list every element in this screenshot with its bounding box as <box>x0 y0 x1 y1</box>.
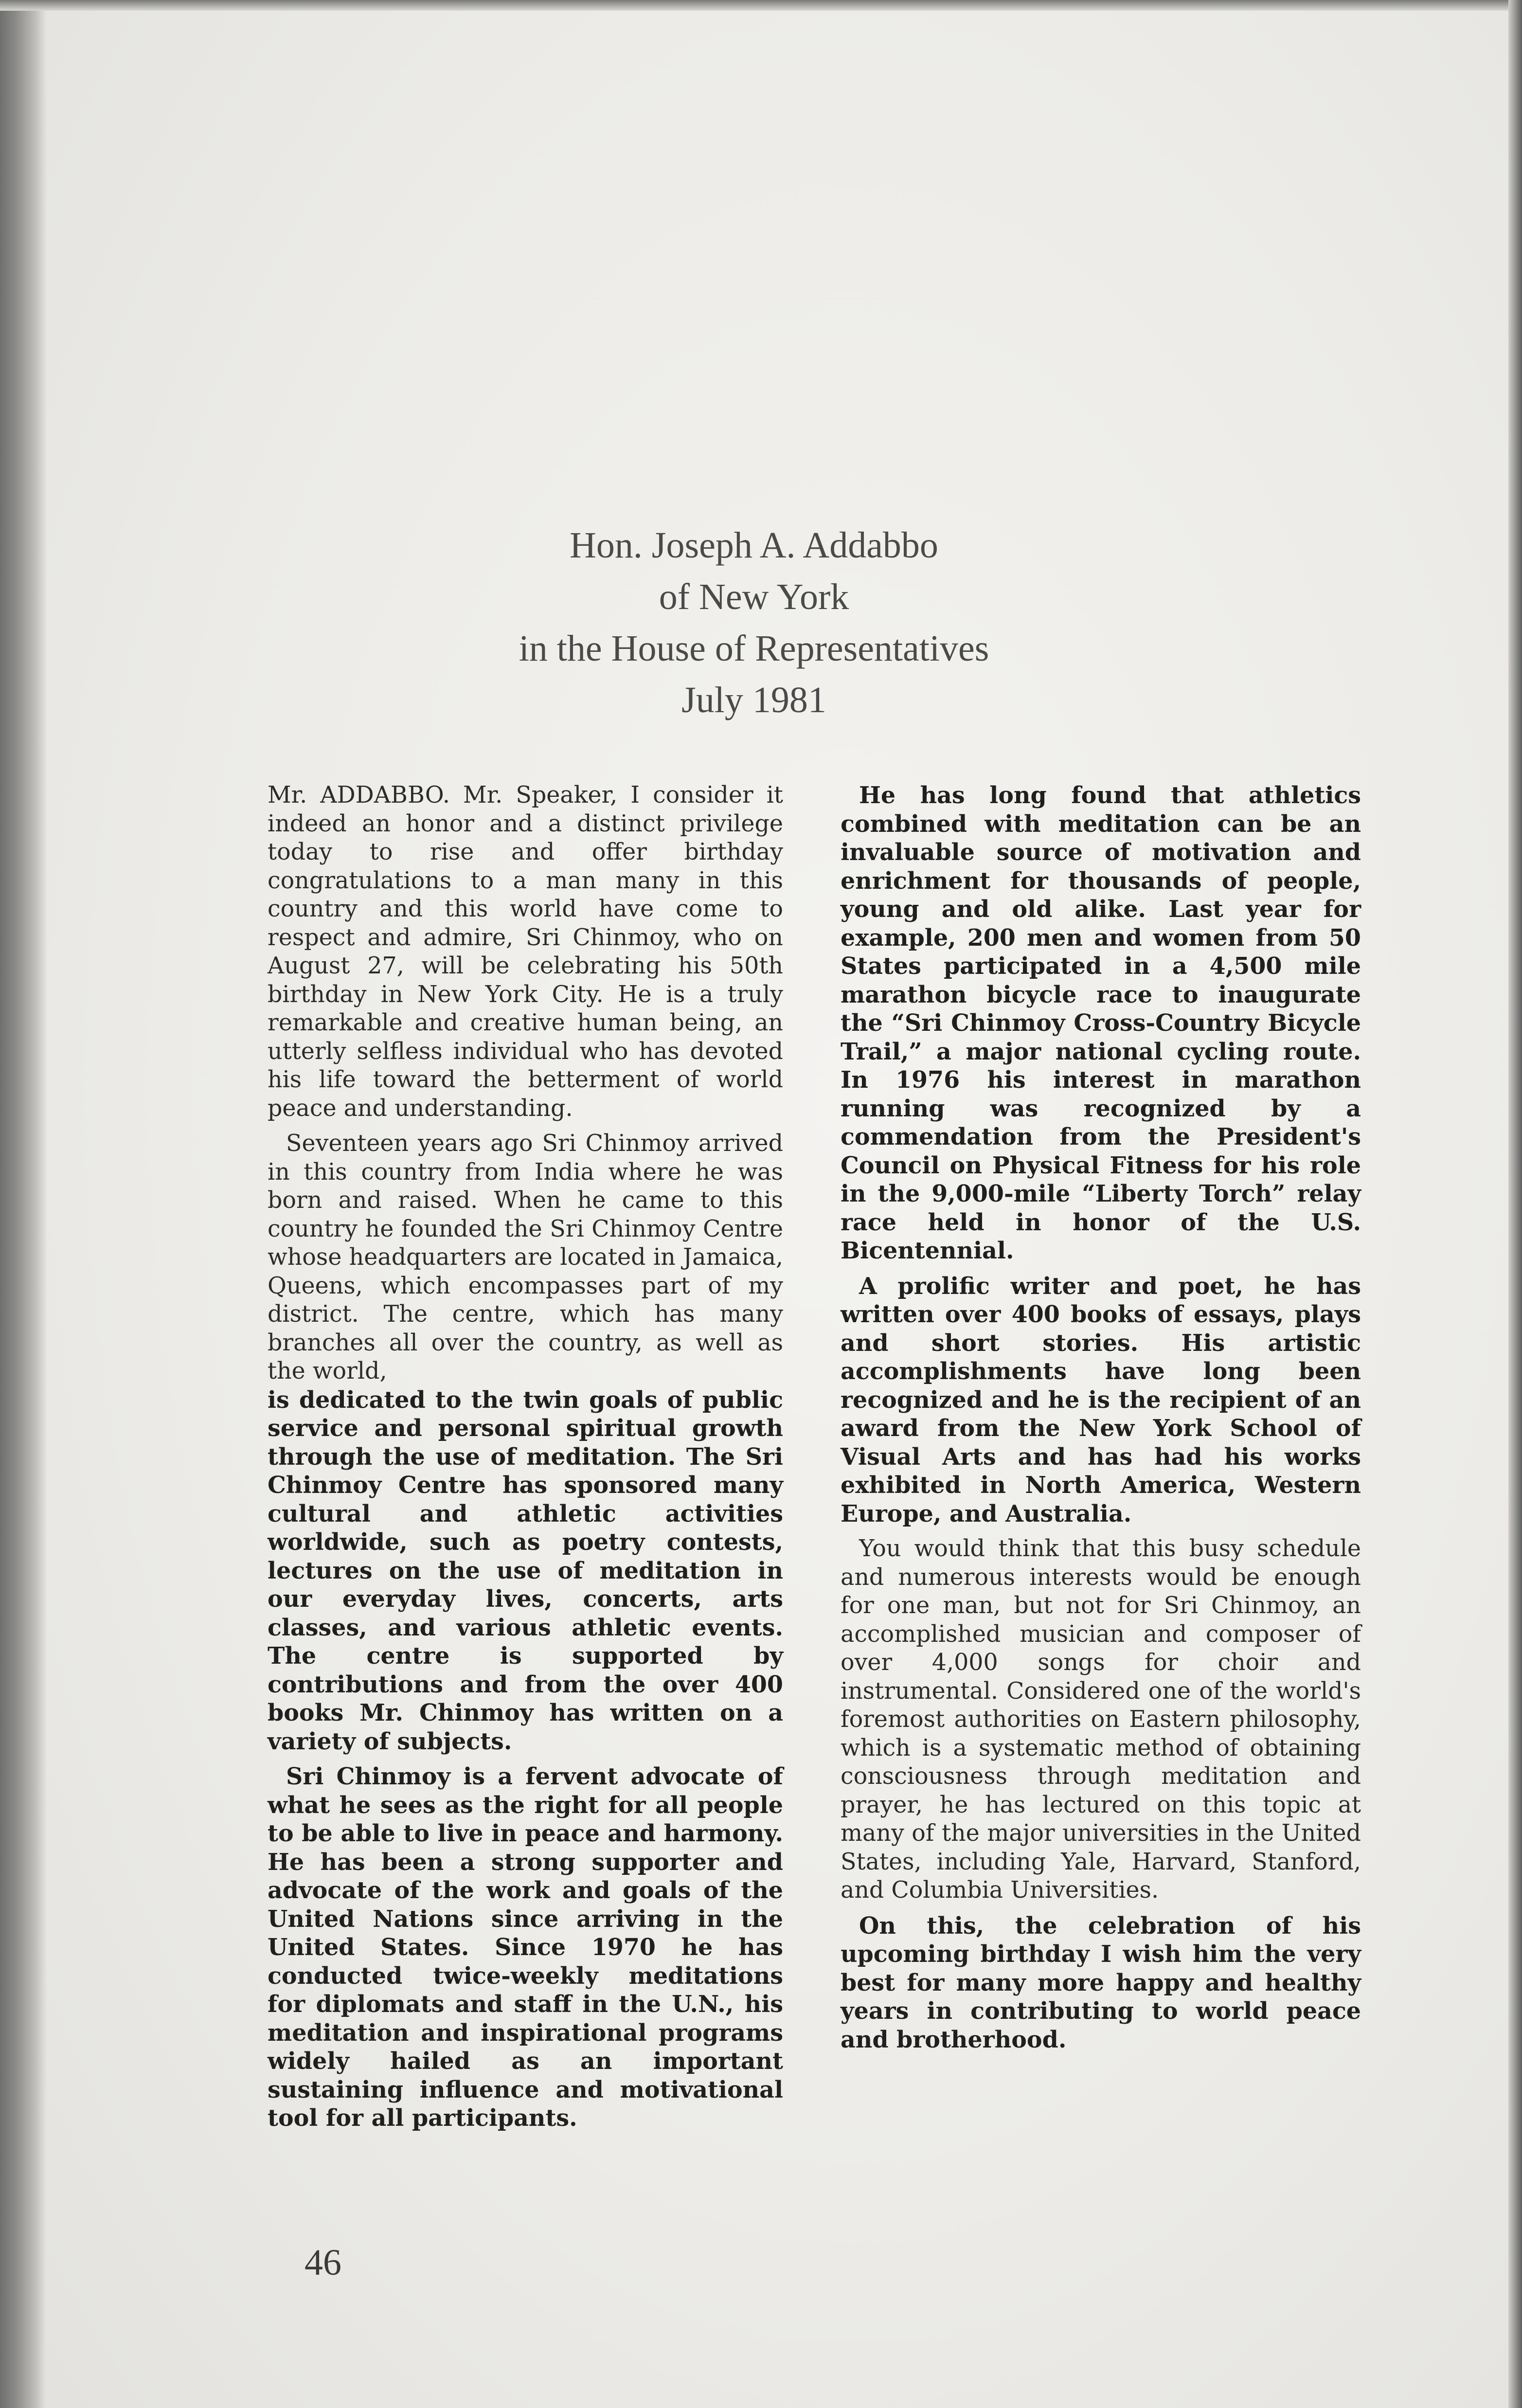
paragraph: is dedicated to the twin goals of public service and personal spiritual growth through the use of meditation. The Sri Chinmoy Centre has sponsored many cultural and athletic activities worldwide, such as poetry contests, lectures on the use of meditation in our everyday lives, concerts, arts classes, and various athletic events. The centre is supported by contributions and from the over 400 books Mr. Chinmoy has written on a variety of subjects. <box>268 1386 783 1755</box>
paragraph: Seventeen years ago Sri Chinmoy arrived in this country from India where he was born and raised. When he came to this country he founded the Sri Chinmoy Centre whose headquarters are located in Jamaica, Queens, which encompasses part of my district. The centre, which has many branches all over the country, as well as the world, <box>268 1130 783 1384</box>
paragraph: A prolific writer and poet, he has written over 400 books of essays, plays and short stories. His artistic accomplishments have long been recognized and he is the recipient of an award from the New York School of Visual Arts and has had his works exhibited in North America, Western Europe, and Australia. <box>841 1272 1361 1527</box>
paragraph: He has long found that athletics combined with meditation can be an invaluable source of motivation and enrichment for thousands of people, young and old alike. Last year for example, 200 men and women from 50 States participated in a 4,500 mile marathon bicycle race to inaugurate the “Sri Chinmoy Cross-Country Bicycle Trail,” a major national cycling route. In 1976 his interest in marathon running was recognized by a commendation from the President's Council on Physical Fitness for his role in the 9,000-mile “Liberty Torch” relay race held in honor of the U.S. Bicentennial. <box>841 782 1361 1264</box>
paragraph: Mr. ADDABBO. Mr. Speaker, I consider it indeed an honor and a distinct privilege today to rise and offer birthday congratulations to a man many in this country and this world have come to respect and admire, Sri Chinmoy, who on August 27, will be celebrating his 50th birthday in New York City. He is a truly remarkable and creative human being, an utterly selfless individual who has devoted his life toward the betterment of world peace and understanding. <box>268 782 783 1122</box>
scan-edge-right <box>1508 0 1522 2408</box>
document-heading <box>340 520 1167 726</box>
paragraph: You would think that this busy schedule and numerous interests would be enough for one man, but not for Sri Chinmoy, an accomplished musician and composer of over 4,000 songs for choir and instrumental. Considered one of the world's foremost authorities on Eastern philosophy, which is a systematic method of obtaining consciousness through meditation and prayer, he has lectured on this topic at many of the major universities in the United States, including Yale, Harvard, Stanford, and Columbia Universities. <box>841 1535 1361 1904</box>
page-number: 46 <box>304 2242 341 2283</box>
paragraph: On this, the celebration of his upcoming birthday I wish him the very best for many more happy and healthy years in contributing to world peace and brotherhood. <box>841 1912 1361 2053</box>
paragraph: Sri Chinmoy is a fervent advocate of what he sees as the right for all people to be able to live in peace and harmony. He has been a strong supporter and advocate of the work and goals of the United Nations since arriving in the United States. Since 1970 he has conducted twice-weekly meditations for diplomats and staff in the U.N., his meditation and inspirational programs widely hailed as an important sustaining influence and motivational tool for all participants. <box>268 1763 783 2132</box>
heading-state: of New York <box>659 576 849 617</box>
heading-date: July 1981 <box>681 680 826 720</box>
left-column <box>268 781 783 2139</box>
right-column <box>841 781 1361 2061</box>
scan-edge-top <box>0 0 1522 11</box>
heading-name: Hon. Joseph A. Addabbo <box>570 525 938 566</box>
scan-edge-left <box>0 0 46 2408</box>
heading-chamber: in the House of Representatives <box>519 628 989 669</box>
